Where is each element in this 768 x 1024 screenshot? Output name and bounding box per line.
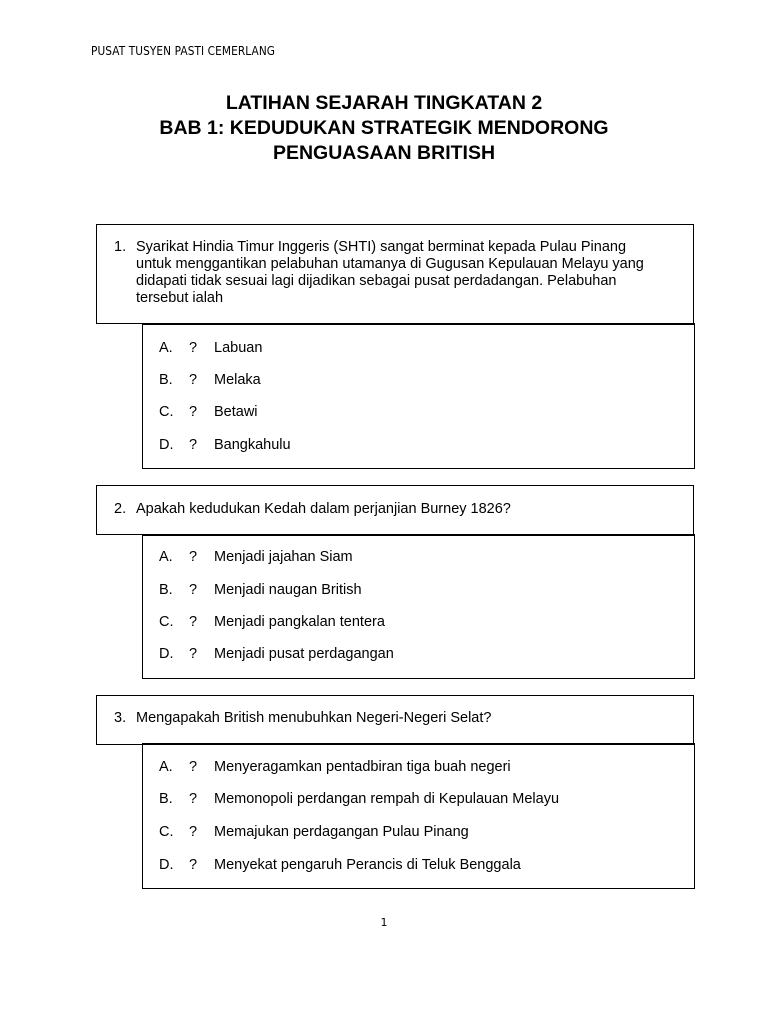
option-checkbox-placeholder: ?	[189, 759, 198, 775]
question-text-line: Apakah kedudukan Kedah dalam perjanjian Burney 1826?	[136, 501, 511, 517]
option-letter: B.	[159, 791, 173, 807]
option-text: Labuan	[214, 340, 263, 356]
option-letter: C.	[159, 614, 174, 630]
option-checkbox-placeholder: ?	[189, 857, 198, 873]
page-title-line-2: BAB 1: KEDUDUKAN STRATEGIK MENDORONG	[159, 117, 609, 139]
option-checkbox-placeholder: ?	[189, 372, 198, 388]
question-text-line: Mengapakah British menubuhkan Negeri-Negeri Selat?	[136, 710, 492, 726]
option-text: Menjadi jajahan Siam	[214, 549, 353, 565]
option-letter: D.	[159, 437, 174, 453]
question-text-line: didapati tidak sesuai lagi dijadikan sebagai pusat perdadangan. Pelabuhan	[136, 273, 617, 289]
option-checkbox-placeholder: ?	[189, 437, 198, 453]
option-text: Menjadi naugan British	[214, 582, 362, 598]
option-text: Menjadi pangkalan tentera	[214, 614, 385, 630]
option-checkbox-placeholder: ?	[189, 549, 198, 565]
option-checkbox-placeholder: ?	[189, 404, 198, 420]
option-letter: C.	[159, 824, 174, 840]
question-1-text	[114, 239, 674, 307]
question-text-line: Syarikat Hindia Timur Inggeris (SHTI) sangat berminat kepada Pulau Pinang	[136, 239, 627, 255]
option-letter: B.	[159, 372, 173, 388]
question-number: 2.	[114, 501, 127, 517]
question-number: 1.	[114, 239, 127, 255]
option-letter: A.	[159, 340, 173, 356]
option-checkbox-placeholder: ?	[189, 340, 198, 356]
question-2-text	[114, 501, 674, 518]
option-checkbox-placeholder: ?	[189, 646, 198, 662]
page-number: 1	[380, 916, 388, 929]
question-number: 3.	[114, 710, 127, 726]
option-text: Betawi	[214, 404, 258, 420]
question-3-text	[114, 710, 674, 727]
option-checkbox-placeholder: ?	[189, 582, 198, 598]
option-text: Melaka	[214, 372, 261, 388]
option-checkbox-placeholder: ?	[189, 791, 198, 807]
option-checkbox-placeholder: ?	[189, 824, 198, 840]
option-checkbox-placeholder: ?	[189, 614, 198, 630]
page-title-line-1: LATIHAN SEJARAH TINGKATAN 2	[225, 92, 543, 114]
option-text: Menyeragamkan pentadbiran tiga buah negeri	[214, 759, 511, 775]
option-letter: D.	[159, 857, 174, 873]
option-text: Menyekat pengaruh Perancis di Teluk Benggala	[214, 857, 521, 873]
page-title-line-3: PENGUASAAN BRITISH	[272, 142, 496, 164]
question-text-line: tersebut ialah	[136, 290, 224, 306]
option-letter: B.	[159, 582, 173, 598]
option-letter: C.	[159, 404, 174, 420]
document-header: PUSAT TUSYEN PASTI CEMERLANG	[91, 44, 276, 58]
question-text-line: untuk menggantikan pelabuhan utamanya di Gugusan Kepulauan Melayu yang	[136, 256, 644, 272]
option-letter: D.	[159, 646, 174, 662]
option-text: Memonopoli perdangan rempah di Kepulauan Melayu	[214, 791, 560, 807]
option-letter: A.	[159, 759, 173, 775]
option-text: Bangkahulu	[214, 437, 291, 453]
option-text: Menjadi pusat perdagangan	[214, 646, 394, 662]
option-letter: A.	[159, 549, 173, 565]
option-text: Memajukan perdagangan Pulau Pinang	[214, 824, 469, 840]
